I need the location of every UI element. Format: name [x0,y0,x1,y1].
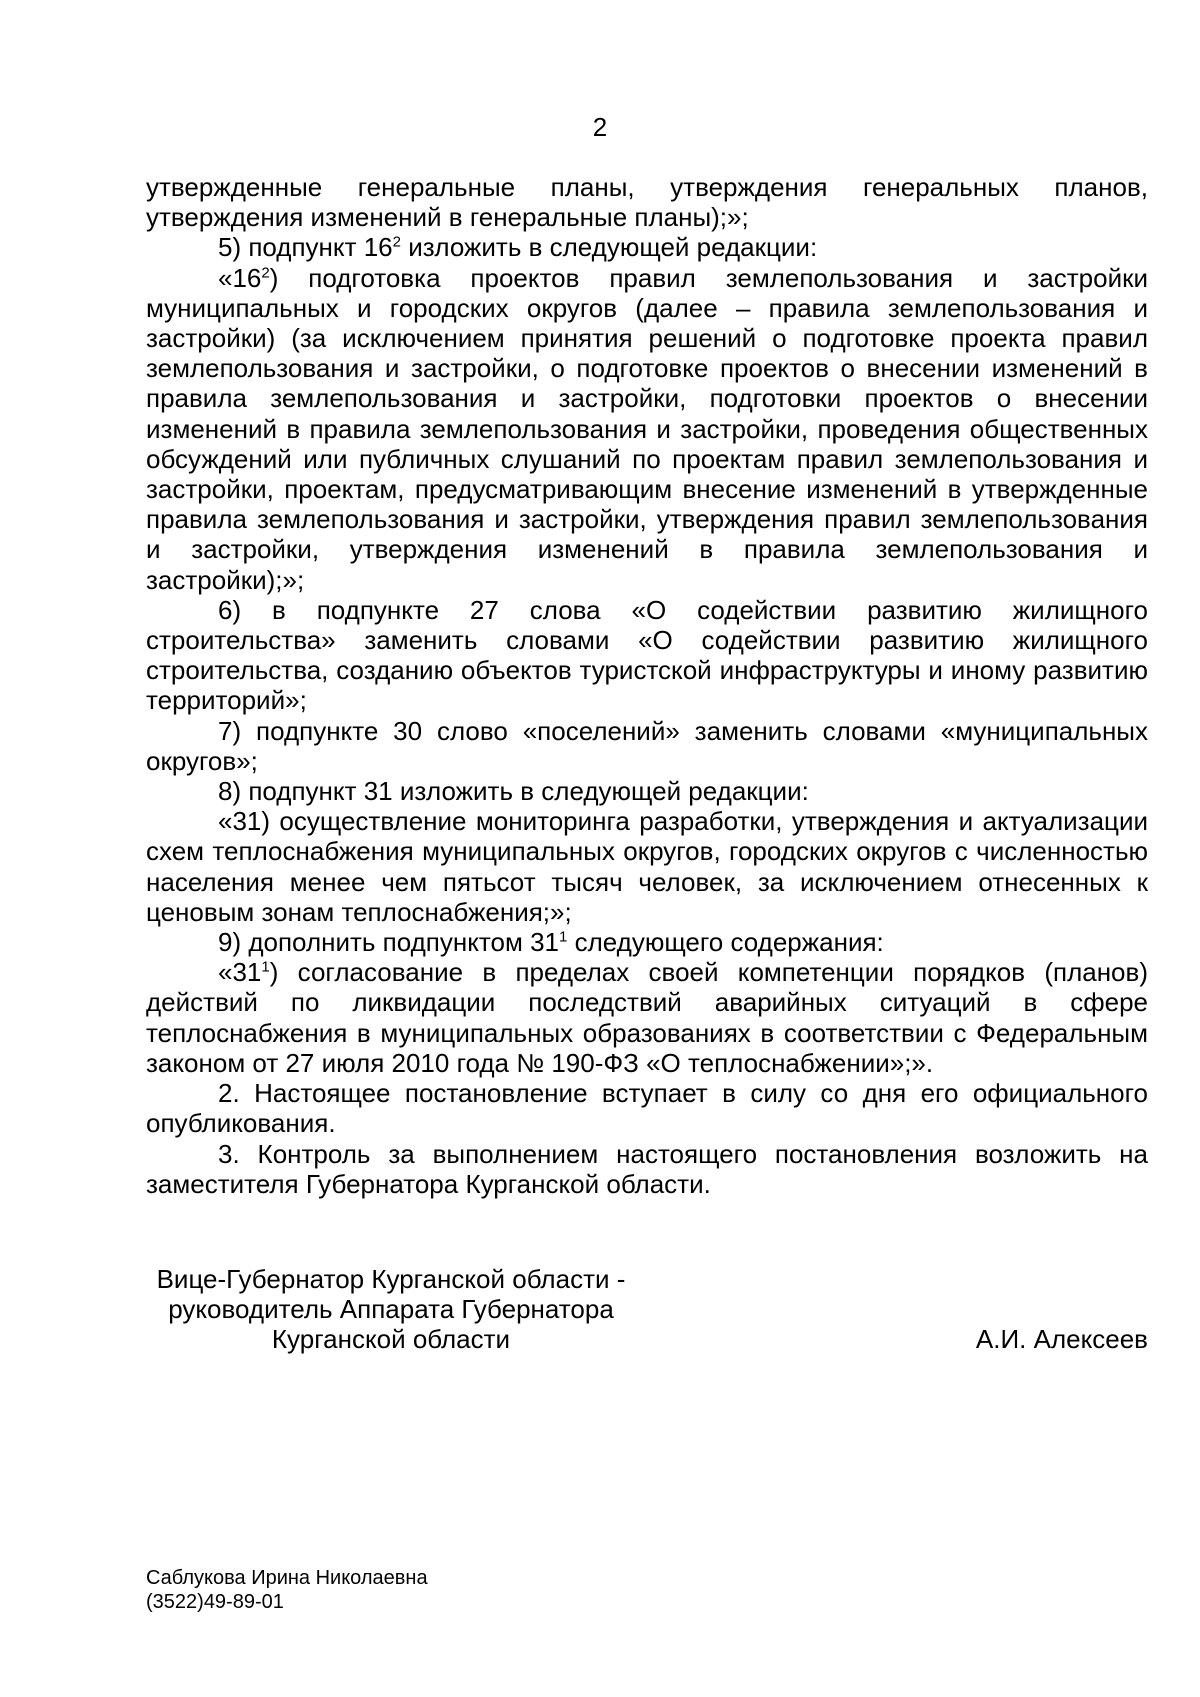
superscript: 2 [392,233,401,251]
text-run: «31 [218,957,262,988]
executor-phone: (3522)49-89-01 [146,1591,284,1613]
text-run: 5) подпункт 16 [218,232,393,263]
executor-info [146,1566,428,1614]
superscript: 1 [261,958,270,976]
text-run: 9) дополнить подпунктом 31 [218,927,560,958]
paragraph-subitem-31-1 [146,957,1148,1078]
text-run: ) подготовка проектов правил землепользования и застройки муниципальных и городских округов (далее – правила землепользования и застройки) (за исключением принятия решений о подготовке проекта правил землепользования и застройки, о подготовке проектов о внесении изменений в правила землепользования и застройки, подготовки проектов о внесении изменений в правила землепользования и застройки, проведения общественных обсуждений или публичных слушаний по проектам правил землепользования и застройки, проектам, предусматривающим внесение изменений в утвержденные правила землепользования и застройки, утверждения правил землепользования и застройки, утверждения изменений в правила землепользования и застройки);»; [146,262,1148,595]
text-run: изложить в следующей редакции: [400,232,818,263]
signatory-position-line: руководитель Аппарата Губернатора [168,1294,614,1324]
paragraph-item-6: 6) в подпункте 27 слова «О содействии развитию жилищного строительства» заменить словами «О содействии развитию жилищного строительства, созданию объектов туристской инфраструктуры и иному развитию территорий»; [146,594,1148,716]
paragraph-item-5 [146,232,1148,262]
executor-name: Саблукова Ирина Николаевна [146,1567,428,1589]
signatory-position [146,1264,636,1354]
paragraph-item-7: 7) подпункте 30 слово «поселений» заменить словами «муниципальных округов»; [146,715,1148,776]
paragraph-continuation: утвержденные генеральные планы, утверждения генеральных планов, утверждения изменений в генеральные планы);»; [146,172,1148,233]
signatory-name: А.И. Алексеев [975,1324,1148,1354]
text-run: следующего содержания: [567,927,884,958]
paragraph-subitem-16-2 [146,263,1148,595]
text-run: «16 [218,262,262,293]
document-body [146,172,1148,1199]
paragraph-item-8: 8) подпункт 31 изложить в следующей редакции: [218,776,809,807]
paragraph-subitem-31: «31) осуществление мониторинга разработки, утверждения и актуализации схем теплоснабжения муниципальных округов, городских округов с численностью населения менее чем пятьсот тысяч человек, за исключением отнесенных к ценовым зонам теплоснабжения;»; [146,806,1148,927]
signature-block [146,1264,1148,1354]
paragraph-clause-3: 3. Контроль за выполнением настоящего постановления возложить на заместителя Губернатора Курганской области. [146,1138,1148,1199]
page-number: 2 [592,112,608,142]
signatory-position-line: Курганской области [271,1324,511,1354]
superscript: 1 [559,928,568,946]
signatory-position-line: Вице-Губернатор Курганской области - [156,1264,626,1294]
text-run: ) согласование в пределах своей компетенции порядков (планов) действий по ликвидации последствий аварийных ситуаций в сфере теплоснабжения в муниципальных образованиях в соответствии с Федеральным законом от 27 июля 2010 года № 190-ФЗ «О теплоснабжении»;». [146,957,1148,1078]
paragraph-clause-2: 2. Настоящее постановление вступает в силу со дня его официального опубликования. [146,1078,1148,1139]
paragraph-item-9 [146,927,1148,957]
superscript: 2 [261,263,270,281]
